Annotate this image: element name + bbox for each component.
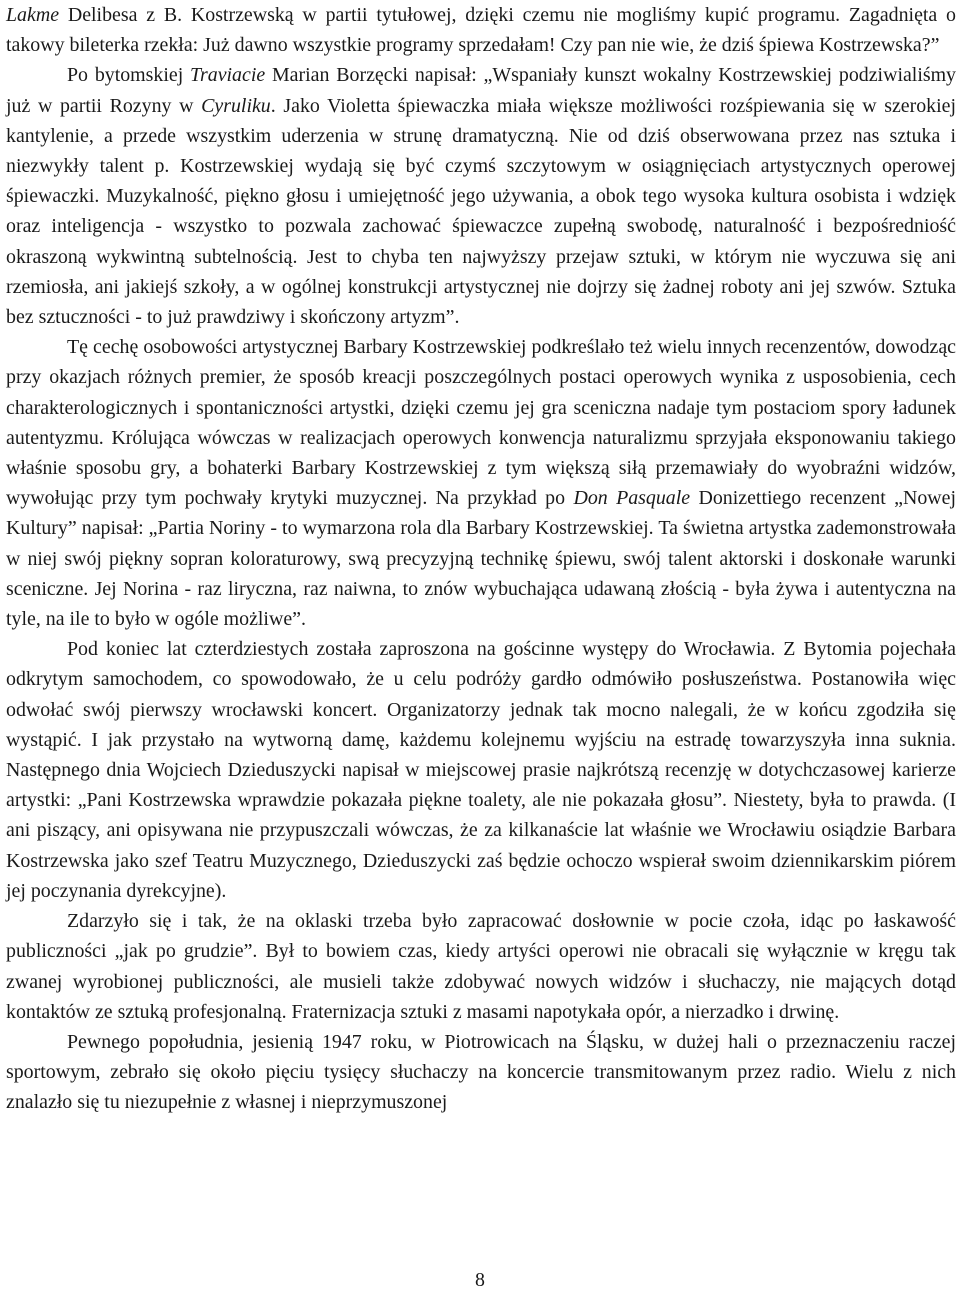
text-run: Zdarzyło się i tak, że na oklaski trzeba było zapracować dosłownie w pocie czoła, idąc po łaskawość publiczności „jak po grudzie”. Był to bowiem czas, kiedy artyści operowi nie obracali się wyłącznie w kręgu tak zwanej wyrobionej publiczności, ale musieli także zdobywać nowych widzów i słuchaczy, nie mających dotąd kontaktów ze sztuką profesjonalną. Fraternizacja sztuki z masami napotykała opór, a nierzadko i drwinę. xyxy=(6,910,956,1023)
italic-title: Cyruliku xyxy=(201,94,271,117)
document-body xyxy=(6,0,956,1118)
italic-title: Lakme xyxy=(6,4,60,26)
text-run: Tę cechę osobowości artystycznej Barbary Kostrzewskiej podkreślało też wielu innych recenzentów, dowodząc przy okazjach różnych premier, że sposób kreacji poszczególnych postaci operowych wynika z usposobienia, cech charakterologicznych i spontaniczności artystki, dzięki czemu jej gra sceniczna nadaje tym postaciom spory ładunek autentyzmu. Królująca wówczas w realizacjach operowych konwencja naturalizmu sprzyjała eksponowaniu takiego właśnie sposobu gry, a bohaterki Barbary Kostrzewskiej z tym większą siłą przemawiały do wyobraźni widzów, wywołując przy tym pochwały krytyki muzycznej. Na przykład po xyxy=(6,336,956,510)
text-run: Delibesa z B. Kostrzewską w partii tytułowej, dzięki czemu nie mogliśmy kupić programu. Zagadnięta o takowy bileterka rzekła: Już dawno wszystkie programy sprzedałam! Czy pan nie wie, że dziś śpiewa Kostrzewska?” xyxy=(6,4,956,57)
text-run: Po bytomskiej xyxy=(67,64,191,87)
italic-title: Traviacie xyxy=(190,64,266,87)
italic-title: Don Pasquale xyxy=(573,487,691,510)
paragraph xyxy=(6,1027,956,1118)
text-run: Donizettiego recenzent „Nowej Kultury” napisał: „Partia Noriny - to wymarzona rola dla Barbary Kostrzewskiej. Ta świetna artystka zademonstrowała w niej swój piękny sopran koloraturowy, swą precyzyjną technikę śpiewu, swój talent aktorski i doskonałe warunki sceniczne. Jej Norina - raz liryczna, raz naiwna, to znów wybuchająca udawaną złością - była żywa i autentyczna na tyle, na ile to było w ogóle możliwe”. xyxy=(6,487,956,631)
text-run: . Jako Violetta śpiewaczka miała większe możliwości rozśpiewania się w szerokiej kantylenie, a przede wszystkim uderzenia w strunę dramatyczną. Nie od dziś obserwowana przez nas sztuka i niezwykły talent p. Kostrzewskiej wydają się być czymś szczytowym w osiągnięciach artystycznych operowej śpiewaczki. Muzykalność, piękno głosu i umiejętność jego używania, a obok tego wysoka kultura osobista i wdzięk oraz inteligencja - wszystko to pozwala zachować śpiewaczce zupełną swobodę, naturalność i bezpośredniość okraszoną wykwintną subtelnością. Jest to chyba ten najwyższy przejaw sztuki, w którym nie wyczuwa się ani rzemiosła, ani jakiejś szkoły, a w ogólnej konstrukcji artystycznej nie dojrzy się żadnej roboty ani jej szwów. Sztuka bez sztuczności - to już prawdziwy i skończony artyzm”. xyxy=(6,94,956,329)
paragraph xyxy=(6,60,956,332)
text-run: Marian Borzęcki napisał: „Wspaniały kunszt wokalny Kostrzewskiej podziwialiśmy już w partii Rozyny w xyxy=(6,64,957,117)
paragraph xyxy=(6,634,956,906)
paragraph xyxy=(6,332,956,634)
text-run: Pewnego popołudnia, jesienią 1947 roku, w Piotrowicach na Śląsku, w dużej hali o przeznaczeniu raczej sportowym, zebrało się około pięciu tysięcy słuchaczy na koncercie transmitowanym przez radio. Wielu z nich znalazło się tu niezupełnie z własnej i nieprzymuszonej xyxy=(6,1030,956,1114)
paragraph xyxy=(6,906,956,1027)
text-run: Pod koniec lat czterdziestych została zaproszona na gościnne występy do Wrocławia. Z Bytomia pojechała odkrytym samochodem, co spowodowało, że u celu podróży gardło odmówiło posłuszeństwa. Postanowiła więc odwołać swój pierwszy wrocławski koncert. Organizatorzy jednak tak mocno nalegali, że w końcu zgodziła się wystąpić. I jak przystało na wytworną damę, każdemu kolejnemu wyjściu na estradę towarzyszyła inna suknia. Następnego dnia Wojciech Dzieduszycki napisał w miejscowej prasie najkrótszą recenzję w dotychczasowej karierze artystki: „Pani Kostrzewska wprawdzie pokazała piękne toalety, ale nie pokazała głosu”. Niestety, była to prawda. (I ani piszący, ani opisywana nie przypuszczali wówczas, że za kilkanaście lat właśnie we Wrocławiu osiądzie Barbara Kostrzewska jako szef Teatru Muzycznego, Dzieduszycki zaś będzie ochoczo wspierał swoim dziennikarskim piórem jej poczynania dyrekcyjne). xyxy=(6,638,956,902)
page-number: 8 xyxy=(475,1269,485,1291)
paragraph xyxy=(6,0,956,60)
